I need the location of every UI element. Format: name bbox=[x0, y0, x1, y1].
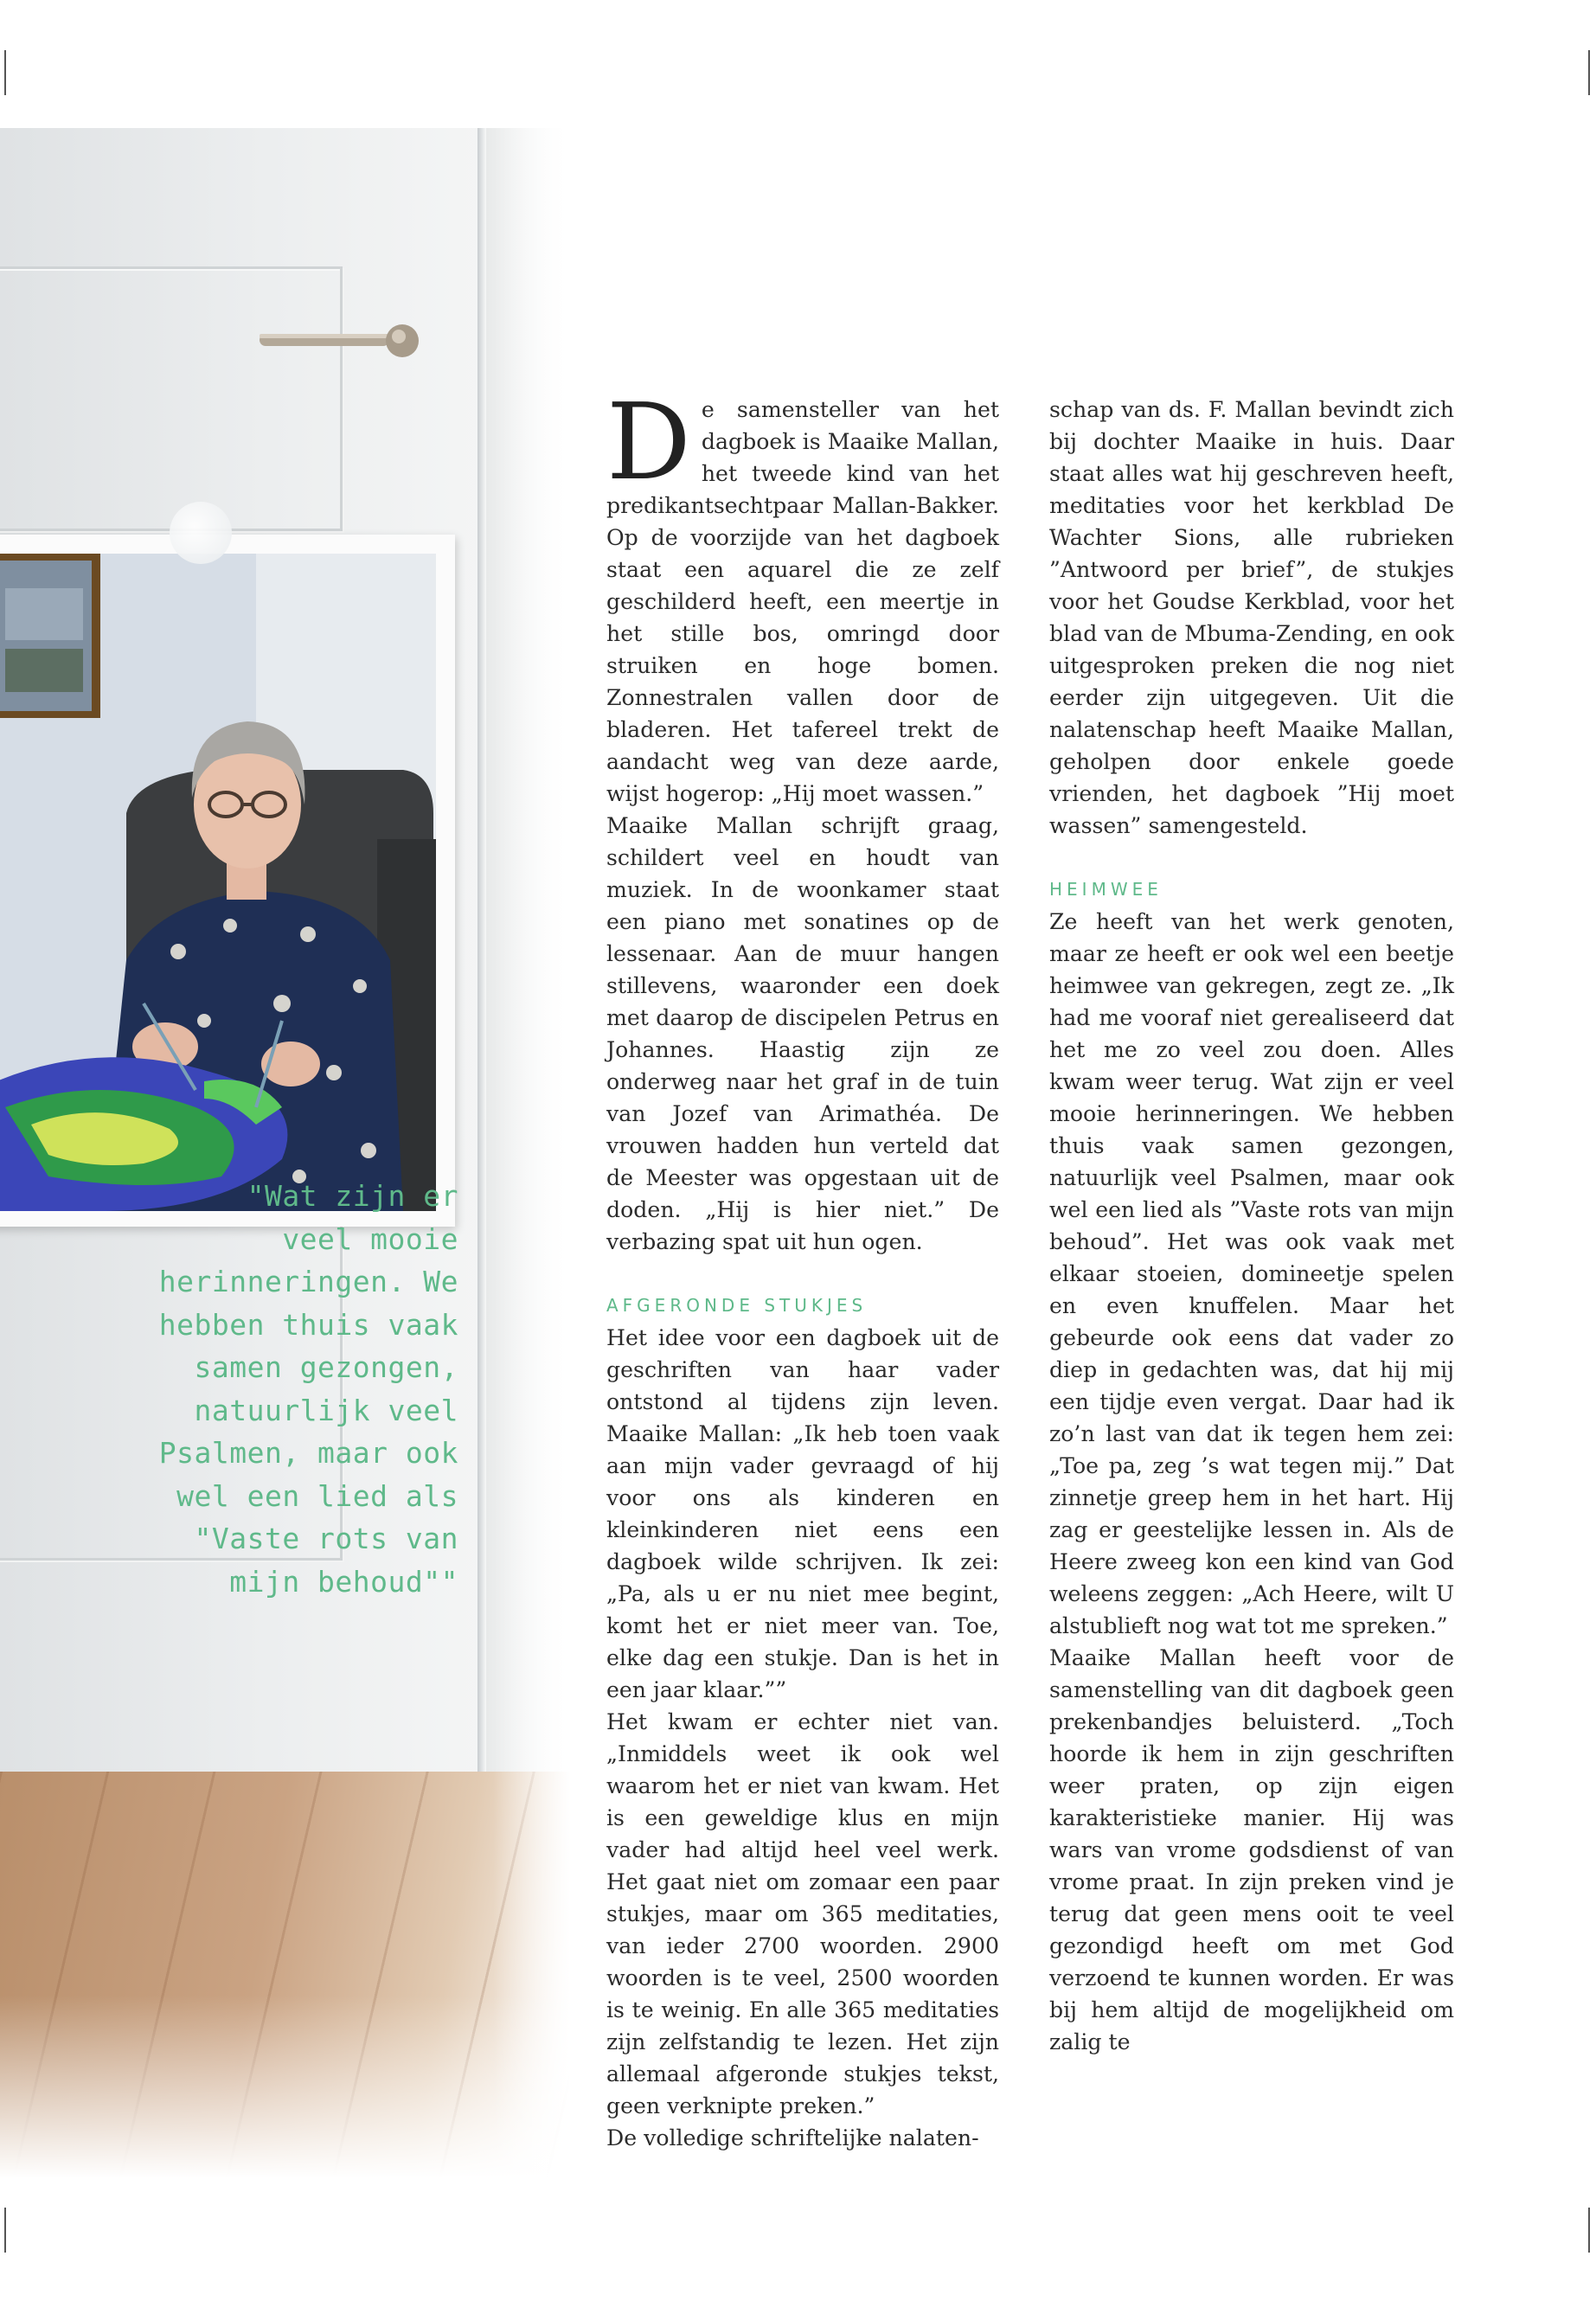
photo-pin bbox=[170, 502, 232, 564]
paragraph-writings: Maaike Mallan heeft voor de samenstelling van dit dagboek geen prekenbandjes beluisterd. „Toch hoorde ik hem in zijn geschriften weer praten, op zijn eigen karakteristieke manier. Hij was wars van vrome godsdienst of van vrome praat. In zijn preken vind je terug dat geen mens ooit te veel gezondigd heeft om met God verzoend te kunnen worden. Er was bij hem altijd de mogelijkheid om zalig te bbox=[1049, 1645, 1454, 2054]
crop-mark-top-right bbox=[1588, 50, 1590, 95]
drop-cap: D bbox=[606, 381, 691, 503]
paragraph-idea: Het idee voor een dagboek uit de geschriften van haar vader ontstond al tijdens zijn leven. Maaike Mallan: „Ik heb toen vaak aan mijn vader gevraagd of hij voor ons als kinderen en kleinkinderen niet eens een dagboek wilde schrijven. Ik zei: „Pa, als u er nu niet mee begint, komt het er niet meer van. Toe, elke dag een stukje. Dan is het in een jaar klaar.”” bbox=[606, 1325, 999, 1702]
door-edge bbox=[478, 128, 486, 1772]
article-column-1 bbox=[606, 381, 999, 2154]
door-handle-icon bbox=[260, 324, 433, 358]
crop-mark-top-left bbox=[4, 50, 6, 95]
crop-mark-bottom-left bbox=[4, 2208, 6, 2253]
pull-quote: "Wat zijn er veel mooie herinneringen. We hebben thuis vaak samen gezongen, natuurlijk veel Psalmen, maar ook wel een lied als "Vaste rots van mijn behoud"" bbox=[158, 1179, 458, 1599]
floor-fade bbox=[0, 1772, 571, 2178]
paragraph-legacy-start: De volledige schriftelijke nalaten- bbox=[606, 2125, 979, 2150]
subheading-afgeronde-stukjes: AFGERONDE STUKJES bbox=[606, 1295, 868, 1316]
article-column-2 bbox=[1049, 394, 1454, 2058]
scene-fade bbox=[493, 128, 571, 2178]
paragraph-music: Maaike Mallan schrijft graag, schildert veel en houdt van muziek. In de woonkamer staat een piano met sonatines op de lessenaar. Aan de muur hangen stillevens, waaronder een doek met daarop de discipelen Petrus en Johannes. Haastig zijn ze onderweg naar het graf in de tuin van Jozef van Arimathéa. De vrouwen hadden hun verteld dat de Meester was opgestaan uit de doden. „Hij is hier niet.” De verbazing spat uit hun ogen. bbox=[606, 813, 999, 1254]
door-panel-top bbox=[0, 266, 343, 531]
subheading-heimwee: HEIMWEE bbox=[1049, 879, 1163, 900]
door-photo-scene bbox=[0, 128, 571, 2178]
photo-frame bbox=[0, 535, 455, 1227]
paragraph-legacy: schap van ds. F. Mallan bevindt zich bij dochter Maaike in huis. Daar staat alles wat hij geschreven heeft, meditaties voor het kerkblad De Wachter Sions, alle rubrieken ”Antwoord per brief”, de stukjes voor het Goudse Kerkblad, voor het blad van de Mbuma-Zending, en ook uitgesproken preken die nog niet eerder zijn uitgegeven. Uit die nalatenschap heeft Maaike Mallan, geholpen door enkele goede vrienden, het dagboek ”Hij moet wassen” samengesteld. bbox=[1049, 397, 1454, 838]
crop-mark-bottom-right bbox=[1588, 2208, 1590, 2253]
woman-knitting-illustration bbox=[0, 554, 436, 1211]
paragraph-heimwee: Ze heeft van het werk genoten, maar ze heeft er ook wel een beetje heimwee van gekregen, zegt ze. „Ik had me vooraf niet gerealiseerd dat het me zo veel zou doen. Alles kwam weer terug. Wat zijn er veel mooie herinneringen. We hebben thuis vaak samen gezongen, natuurlijk veel Psalmen, maar ook wel een lied als ”Vaste rots van mijn behoud”. Het was ook vaak met elkaar stoeien, domineetje spelen en even knuffelen. Maar het gebeurde ook eens dat vader zo diep in gedachten was, dat hij mij een tijdje even vergat. Daar had ik zo’n last van dat ik tegen hem zei: „Toe pa, zeg ’s wat tegen mij.” Dat zinnetje greep hem in het hart. Hij zag er geestelijke lessen in. Als de Heere zweeg kon een kind van God weleens zeggen: „Ach Heere, wilt U alstublieft nog wat tot me spreken.” bbox=[1049, 909, 1454, 1638]
paragraph-intro: e samensteller van het dagboek is Maaike Mallan, het tweede kind van het predikantsechtpaar Mallan-Bakker. Op de voorzijde van het dagboek staat een aquarel die ze zelf geschilderd heeft, een meertje in het stille bos, omringd door struiken en hoge bomen. Zonnestralen vallen door de bladeren. Het tafereel trekt de aandacht weg van deze aarde, wijst hogerop: „Hij moet wassen.” bbox=[606, 397, 999, 806]
paragraph-workload: Het kwam er echter niet van. „Inmiddels weet ik ook wel waarom het er niet van kwam. Het is een geweldige klus en mijn vader had altijd heel veel werk. Het gaat niet om zomaar een paar stukjes, maar om 365 meditaties, van ieder 2700 woorden. 2900 woorden is te veel, 2500 woorden is te weinig. En alle 365 meditaties zijn zelfstandig te lezen. Het zijn allemaal afgeronde stukjes tekst, geen verknipte preken.” bbox=[606, 1709, 999, 2118]
knitting-woman-photo bbox=[0, 554, 436, 1211]
